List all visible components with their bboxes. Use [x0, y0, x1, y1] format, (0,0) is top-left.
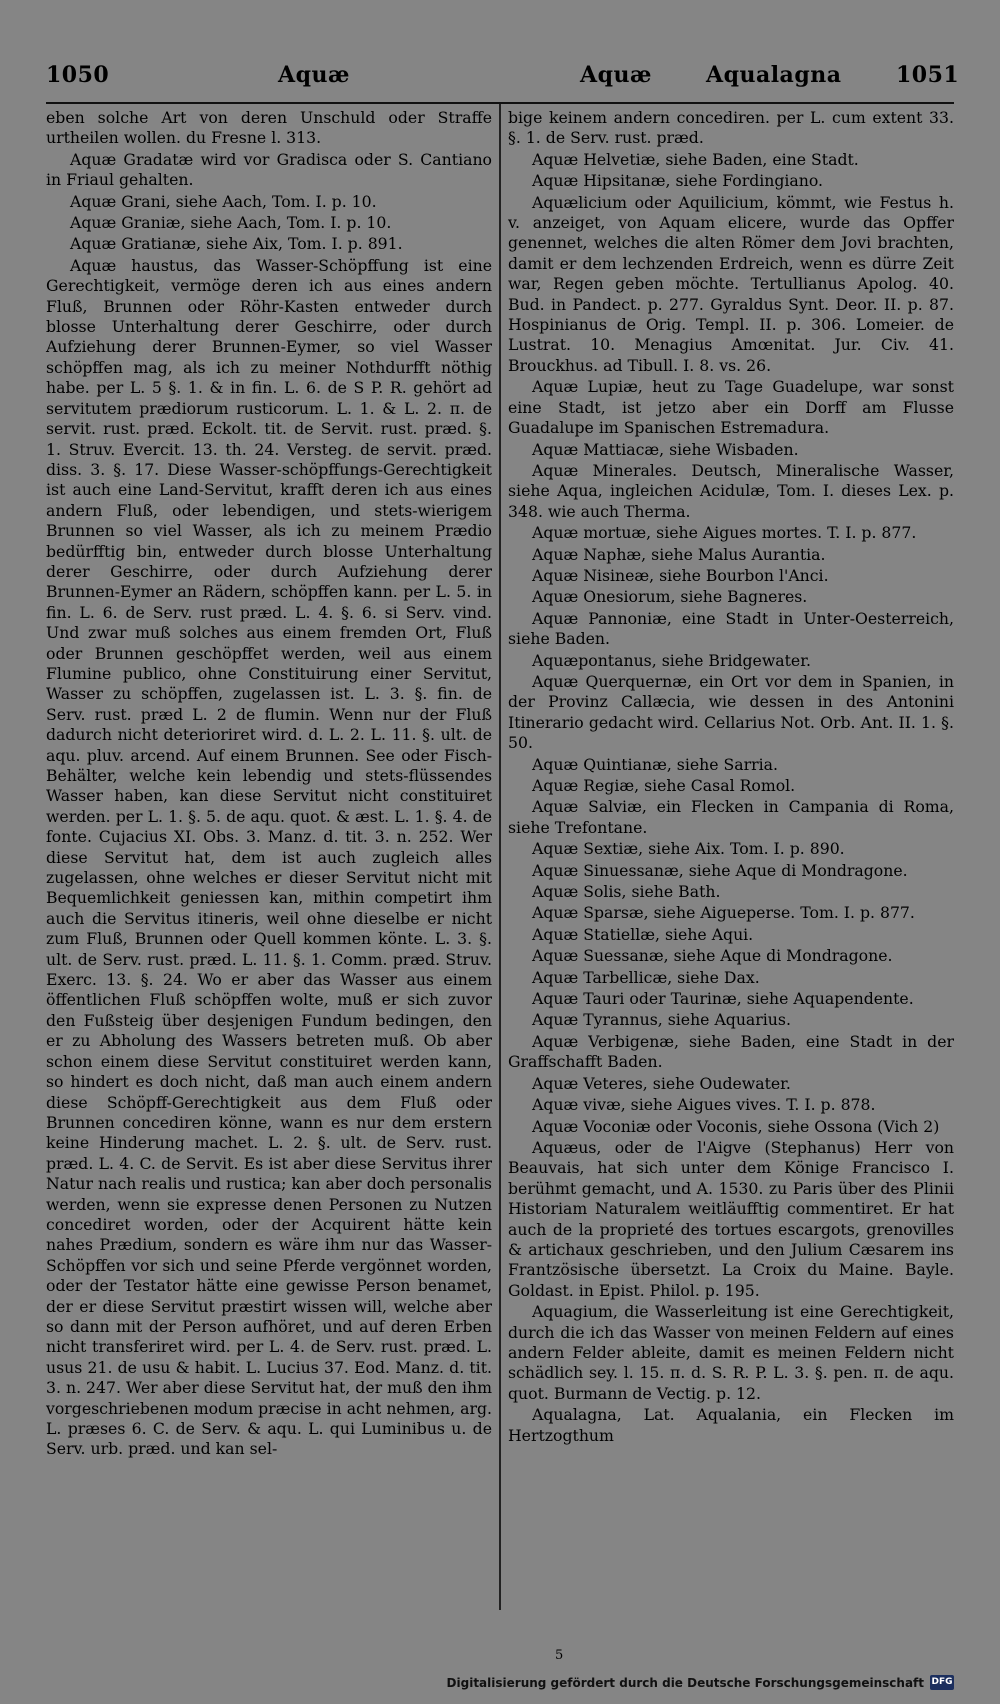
entry-paragraph: Aquælicium oder Aquilicium, kömmt, wie Festus h. v. anzeiget, von Aquam elicere, wurde das Opffer genennet, welches die alten Römer dem Jovi brachten, damit er dem lechzenden Erdreich, wenn es dürre Zeit war, Regen geben möchte. Tertullianus Apolog. 40. Bud. in Pandect. p. 277. Gyraldus Synt. Deor. II. p. 87. Hospinianus de Orig. Templ. II. p. 306. Lomeier. de Lustrat. 10. Menagius Amœnitat. Jur. Civ. 41. Brouckhus. ad Tibull. I. 8. vs. 26. — [508, 192, 954, 375]
entry-paragraph: Aquæ Tarbellicæ, siehe Dax. — [532, 967, 760, 987]
entry-paragraph: Aquæ Salviæ, ein Flecken in Campania di Roma, siehe Trefontane. — [508, 797, 954, 837]
entry-paragraph: Aquæ Sinuessanæ, siehe Aque di Mondragone. — [532, 860, 908, 880]
entry-paragraph: Aquæ Veteres, siehe Oudewater. — [532, 1073, 791, 1093]
entry-paragraph: Aquæ Tauri oder Taurinæ, siehe Aquapendente. — [532, 989, 914, 1009]
left-column — [46, 108, 492, 1461]
entry-paragraph: Aquæ Statiellæ, siehe Aqui. — [532, 924, 754, 944]
entry-paragraph: Aquæ Voconiæ oder Voconis, siehe Ossona (Vich 2) — [532, 1116, 940, 1136]
running-head-right-2: Aqualagna — [706, 62, 842, 88]
running-head-right-1: Aquæ — [580, 62, 652, 88]
entry-paragraph: Aquæ Lupiæ, heut zu Tage Guadelupe, war sonst eine Stadt, ist jetzo aber ein Dorff am Flusse Guadalupe im Spanischen Estremadura. — [508, 377, 954, 438]
entry-paragraph: Aquæ mortuæ, siehe Aigues mortes. T. I. p. 877. — [532, 523, 917, 543]
entry-paragraph: Aqualagna, Lat. Aqualania, ein Flecken im Hertzogthum — [508, 1405, 954, 1445]
entry-paragraph: Aquæ Sextiæ, siehe Aix. Tom. I. p. 890. — [532, 839, 845, 859]
entry-paragraph: Aquæ Quintianæ, siehe Sarria. — [532, 754, 778, 774]
entry-paragraph: Aquæ Pannoniæ, eine Stadt in Unter-Oesterreich, siehe Baden. — [508, 608, 954, 649]
footer-credit — [447, 1675, 954, 1690]
signature-mark: 5 — [555, 1648, 564, 1663]
entry-paragraph: Aquæ Suessanæ, siehe Aque di Mondragone. — [532, 946, 893, 966]
entry-paragraph: Aquæ haustus, das Wasser-Schöpffung ist eine Gerechtigkeit, vermöge deren ich aus eines andern Fluß, Brunnen oder Röhr-Kasten entweder durch blosse Unterhaltung derer Geschirre, oder durch Aufziehung derer Brunnen-Eymer, so viel Wasser schöpffen mag, als ich zu meiner Nothdurfft nöthig habe. per L. 5 §. 1. & in fin. L. 6. de S P. R. gehört ad servitutem prædiorum rusticorum. L. 1. & L. 2. π. de servit. rust. præd. Eckolt. tit. de Servit. rust. præd. §. 1. Struv. Evercit. 13. th. 24. Versteg. de servit. præd. diss. 3. §. 17. Diese Wasser-schöpffungs-Gerechtigkeit ist auch eine Land-Servitut, krafft deren ich aus eines andern Fluß, oder lebendigen, und stets-wierigem Brunnen so viel Wasser, als ich zu meinem Prædio bedürfftig bin, entweder durch blosse Unterhaltung derer Geschirre, oder durch Aufziehung derer Brunnen-Eymer an Rädern, schöpffen kann. per L. 5. in fin. L. 6. de Serv. rust præd. L. 4. §. 6. si Serv. vind. Und zwar muß solches aus einem fremden Ort, Fluß oder Brunnen geschöpffet werden, weil aus einem Flumine publico, ohne Constituirung einer Servitut, Wasser zu schöpffen, zugelassen ist. L. 3. §. fin. de Serv. rust. præd L. 2 de flumin. Wenn nur der Fluß dadurch nicht deterioriret wird. d. L. 2. L. 11. §. ult. de aqu. pluv. arcend. Auf einem Brunnen. See oder Fisch-Behälter, welche kein lebendig und stets-flüssendes Wasser haben, kan diese Servitut nicht constituiret werden. per L. 1. §. 5. de aqu. quot. & æst. L. 1. §. 4. de fonte. Cujacius XI. Obs. 3. Manz. d. tit. 3. n. 252. Wer diese Servitut hat, dem ist auch zugleich alles zugelassen, ohne welches er dieser Servitut nicht mit Bequemlichkeit geniessen kan, mithin competirt ihm auch die Servitus itineris, weil ohne dieselbe er nicht zum Fluß, Brunnen oder Quell kommen könte. L. 3. §. ult. de Serv. rust. præd. L. 11. §. 1. Comm. præd. Struv. Exerc. 13. §. 24. Wo er aber das Wasser aus einem öffentlichen Fluß schöpffen wolte, muß er sich zuvor den Fußsteig über desjenigen Fundum bedingen, den er zu Abholung des Wassers betreten muß. Ob aber schon einem diese Servitut constituiret werden kann, so hindert es doch nicht, daß man auch einem andern diese Schöpff-Gerechtigkeit aus dem Fluß oder Brunnen concediren könne, wann es nur dem erstern keine Hinderung machet. L. 2. §. ult. de Serv. rust. præd. L. 4. C. de Servit. Es ist aber diese Servitus ihrer Natur nach realis und rustica; kan aber doch personalis werden, wenn sie expresse denen Personen zu Nutzen concediret worden, oder der Acquirent hätte kein nahes Prædium, sondern es wäre ihm nur das Wasser-Schöpffen vor sich und seine Pferde vergönnet worden, oder der Testator hätte eine gewisse Person benamet, der er diese Servitut præstirt wissen will, welche aber so dann mit der Person aufhöret, und auf deren Erben nicht transferiret wird. per L. 4. de Serv. rust. præd. L. usus 21. de usu & habit. L. Lucius 37. Eod. Manz. d. tit. 3. n. 247. Wer aber diese Servitut hat, der muß den ihm vorgeschriebenen modum præcise in acht nehmen, arg. L. præses 6. C. de Serv. & aqu. L. qui Luminibus u. de Serv. urb. præd. und kan sel- — [46, 255, 492, 1459]
footer-text: Digitalisierung gefördert durch die Deutsche Forschungsgemeinschaft — [446, 1675, 924, 1690]
entry-paragraph: Aquæ Nisineæ, siehe Bourbon l'Anci. — [532, 565, 829, 585]
entry-paragraph: Aquæ Grani, siehe Aach, Tom. I. p. 10. — [70, 191, 377, 211]
entry-paragraph: Aquæpontanus, siehe Bridgewater. — [532, 650, 811, 670]
entry-paragraph: Aquæ Graniæ, siehe Aach, Tom. I. p. 10. — [70, 213, 392, 233]
entry-paragraph: Aquæ Verbigenæ, siehe Baden, eine Stadt in der Graffschafft Baden. — [508, 1031, 954, 1072]
entry-paragraph: Aquæ vivæ, siehe Aigues vives. T. I. p. 878. — [532, 1095, 876, 1115]
entry-paragraph: Aquæ Minerales. Deutsch, Mineralische Wasser, siehe Aqua, ingleichen Acidulæ, Tom. I. dieses Lex. p. 348. wie auch Therma. — [508, 460, 954, 521]
entry-paragraph: Aquæ Sparsæ, siehe Aigueperse. Tom. I. p. 877. — [532, 903, 915, 923]
dfg-logo-icon: DFG — [930, 1675, 954, 1690]
entry-paragraph: Aquæ Gratianæ, siehe Aix, Tom. I. p. 891. — [70, 234, 403, 254]
entry-paragraph: Aquæ Regiæ, siehe Casal Romol. — [532, 776, 796, 795]
entry-paragraph: Aquæ Helvetiæ, siehe Baden, eine Stadt. — [532, 149, 859, 169]
running-head-left: Aquæ — [278, 62, 350, 88]
entry-paragraph: Aquæ Hipsitanæ, siehe Fordingiano. — [532, 171, 824, 191]
entry-paragraph: eben solche Art von deren Unschuld oder Straffe urtheilen wollen. du Fresne l. 313. — [46, 108, 492, 148]
page-number-right: 1051 — [896, 62, 960, 88]
page-number-left: 1050 — [46, 62, 110, 88]
entry-paragraph: Aquæ Tyrannus, siehe Aquarius. — [532, 1010, 791, 1030]
entry-paragraph: Aquæ Mattiacæ, siehe Wisbaden. — [532, 439, 799, 459]
column-divider — [499, 104, 501, 1610]
entry-paragraph: Aquæ Gradatæ wird vor Gradisca oder S. Cantiano in Friaul gehalten. — [46, 149, 492, 190]
entry-paragraph: Aquæ Onesiorum, siehe Bagneres. — [532, 587, 808, 607]
entry-paragraph: bige keinem andern concediren. per L. cum extent 33. §. 1. de Serv. rust. præd. — [508, 108, 954, 148]
entry-paragraph: Aquæ Querquernæ, ein Ort vor dem in Spanien, in der Provinz Callæcia, wie dessen in des Antonini Itinerario gedacht wird. Cellarius Not. Orb. Ant. II. 1. §. 50. — [508, 671, 954, 753]
right-column — [508, 108, 954, 1447]
entry-paragraph: Aquæ Solis, siehe Bath. — [532, 882, 721, 902]
entry-paragraph: Aquæ Naphæ, siehe Malus Aurantia. — [532, 544, 826, 564]
entry-paragraph: Aquagium, die Wasserleitung ist eine Gerechtigkeit, durch die ich das Wasser von meinen Feldern auf eines andern Felder ableite, damit es meinen Feldern nicht schädlich sey. l. 15. π. d. S. R. P. L. 3. §. pen. π. de aqu. quot. Burmann de Vectig. p. 12. — [508, 1302, 954, 1403]
entry-paragraph: Aquæus, oder de l'Aigve (Stephanus) Herr von Beauvais, hat sich unter dem Könige Francisco I. berühmt gemacht, und A. 1530. zu Paris über des Plinii Historiam Naturalem weitläufftig commentiret. Er hat auch de la proprieté des tortues escargots, grenovilles & artichaux geschrieben, und den Julium Cæsarem ins Frantzösische übersetzt. La Croix du Maine. Bayle. Goldast. in Epist. Philol. p. 195. — [508, 1137, 954, 1300]
